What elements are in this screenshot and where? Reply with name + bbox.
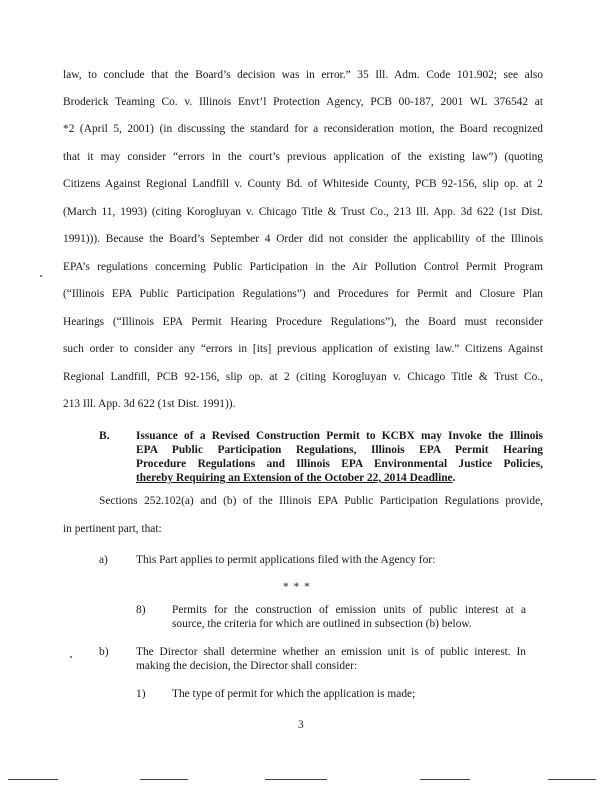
body-line-9: (“Illinois EPA Public Participation Regulations”) and Procedures for Permit and Closure Plan [63, 288, 543, 300]
quote-item-1-text: The type of permit for which the application is made; [172, 688, 416, 700]
quote-a-label: a) [99, 554, 108, 566]
body-line-13: 213 Ill. App. 3d 622 (1st Dist. 1991)). [63, 398, 236, 410]
quote-b-label: b) [99, 646, 109, 658]
scan-artifact-dot [70, 656, 72, 658]
quote-item-8-line-1: Permits for the construction of emission units of public interest at a [172, 604, 526, 616]
quote-item-8-line-2: source, the criteria for which are outlined in subsection (b) below. [172, 618, 472, 630]
quote-b-line-2: making the decision, the Director shall consider: [136, 660, 358, 672]
quote-b-line-1: The Director shall determine whether an emission unit is of public interest. In [136, 646, 526, 658]
body-line-8: EPA’s regulations concerning Public Participation in the Air Pollution Control Permit Program [63, 261, 543, 273]
section-b-underlined-text: thereby Requiring an Extension of the October 22, 2014 Deadline [136, 472, 453, 484]
body-line-1: law, to conclude that the Board’s decision was in error.” 35 Ill. Adm. Code 101.902; see also [63, 69, 543, 81]
body-line-12: Regional Landfill, PCB 92-156, slip op. at 2 (citing Korogluyan v. Chicago Title & Trust Co., [63, 371, 543, 383]
scan-artifact-line [420, 779, 470, 780]
section-b-heading-line-2: EPA Public Participation Regulations, Illinois EPA Permit Hearing [136, 444, 543, 456]
scan-artifact-line [265, 779, 327, 780]
body-line-6: (March 11, 1993) (citing Korogluyan v. Chicago Title & Trust Co., 213 Ill. App. 3d 622 (1st Dist. [63, 206, 543, 218]
body-line-4: that it may consider “errors in the court’s previous application of the existing law”) (quoting [63, 151, 543, 163]
scan-artifact-line [140, 779, 188, 780]
body-line-11: such order to consider any “errors in [its] previous application of existing law.” Citizens Against [63, 343, 543, 355]
intro-line-1: Sections 252.102(a) and (b) of the Illinois EPA Public Participation Regulations provide, [99, 495, 543, 507]
quote-a-text: This Part applies to permit applications filed with the Agency for: [136, 554, 436, 566]
scan-artifact-line [8, 779, 58, 780]
quote-item-8-label: 8) [136, 604, 146, 616]
body-line-7: 1991))). Because the Board’s September 4 Order did not consider the applicability of the Illinois [63, 233, 543, 245]
scan-artifact-line [548, 779, 596, 780]
body-line-5: Citizens Against Regional Landfill v. County Bd. of Whiteside County, PCB 92-156, slip op. at 2 [63, 178, 543, 190]
ellipsis-asterisks: * * * [283, 581, 311, 593]
quote-item-1-label: 1) [136, 688, 146, 700]
section-b-letter: B. [99, 430, 110, 442]
section-b-heading-line-4 [136, 471, 455, 485]
body-line-10: Hearings (“Illinois EPA Permit Hearing Procedure Regulations”), the Board must reconsider [63, 316, 543, 328]
intro-line-2: in pertinent part, that: [63, 523, 162, 535]
page-number: 3 [298, 719, 304, 731]
body-line-2: Broderick Teaming Co. v. Illinois Envt’l Protection Agency, PCB 00-187, 2001 WL 376542 at [63, 96, 543, 108]
section-b-heading-line-1: Issuance of a Revised Construction Permit to KCBX may Invoke the Illinois [136, 430, 543, 442]
body-line-3: *2 (April 5, 2001) (in discussing the standard for a reconsideration motion, the Board recognized [63, 123, 543, 135]
section-b-period: . [452, 472, 456, 484]
scan-artifact-dot [40, 275, 42, 277]
section-b-heading-line-3: Procedure Regulations and Illinois EPA Environmental Justice Policies, [136, 458, 543, 470]
